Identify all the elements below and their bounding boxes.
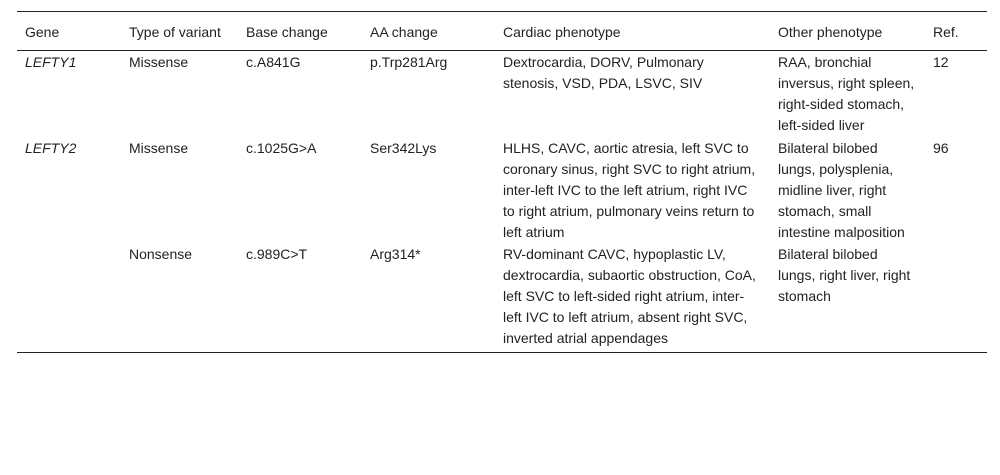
cell-ref xyxy=(925,243,987,353)
table-body xyxy=(17,51,987,353)
cell-cardiac-phenotype: Dextrocardia, DORV, Pulmonary stenosis, VSD, PDA, LSVC, SIV xyxy=(503,54,704,91)
cell-type: Missense xyxy=(129,140,189,156)
variant-table-container xyxy=(17,11,987,353)
cell-ref: 96 xyxy=(933,140,949,156)
cell-type: Missense xyxy=(129,54,189,70)
table-row xyxy=(17,136,987,243)
cell-base-change: c.A841G xyxy=(246,54,301,70)
header-other-phenotype: Other phenotype xyxy=(770,12,925,51)
header-cardiac-phenotype: Cardiac phenotype xyxy=(495,12,770,51)
cell-gene xyxy=(17,243,121,353)
cell-aa-change: Ser342Lys xyxy=(370,140,437,156)
cell-aa-change: p.Trp281Arg xyxy=(370,54,448,70)
header-type-of-variant: Type of variant xyxy=(121,12,238,51)
header-row xyxy=(17,12,987,51)
table-row xyxy=(17,51,987,137)
cell-gene: LEFTY1 xyxy=(25,54,77,70)
table-row xyxy=(17,243,987,353)
cell-base-change: c.989C>T xyxy=(238,243,362,353)
cell-type: Nonsense xyxy=(121,243,238,353)
cell-gene: LEFTY2 xyxy=(25,140,77,156)
cell-other-phenotype: Bilateral bilobed lungs, right liver, right stomach xyxy=(770,243,925,353)
cell-ref: 12 xyxy=(933,54,949,70)
header-ref: Ref. xyxy=(925,12,987,51)
variant-table xyxy=(17,11,987,353)
cell-other-phenotype: RAA, bronchial inversus, right spleen, right-sided stomach, left-sided liver xyxy=(778,54,915,133)
cell-cardiac-phenotype: RV-dominant CAVC, hypoplastic LV, dextrocardia, subaortic obstruction, CoA, left SVC to left-sided right atrium, inter-left IVC to left atrium, absent right SVC, inverted atrial appendages xyxy=(495,243,770,353)
header-base-change: Base change xyxy=(238,12,362,51)
cell-other-phenotype: Bilateral bilobed lungs, polysplenia, midline liver, right stomach, small intestine malposition xyxy=(778,140,905,240)
header-aa-change: AA change xyxy=(362,12,495,51)
cell-cardiac-phenotype: HLHS, CAVC, aortic atresia, left SVC to coronary sinus, right SVC to right atrium, inter-left IVC to the left atrium, right IVC to right atrium, pulmonary veins return to left atrium xyxy=(503,140,756,240)
header-gene: Gene xyxy=(17,12,121,51)
cell-aa-change: Arg314* xyxy=(362,243,495,353)
cell-base-change: c.1025G>A xyxy=(246,140,317,156)
table-header xyxy=(17,12,987,51)
